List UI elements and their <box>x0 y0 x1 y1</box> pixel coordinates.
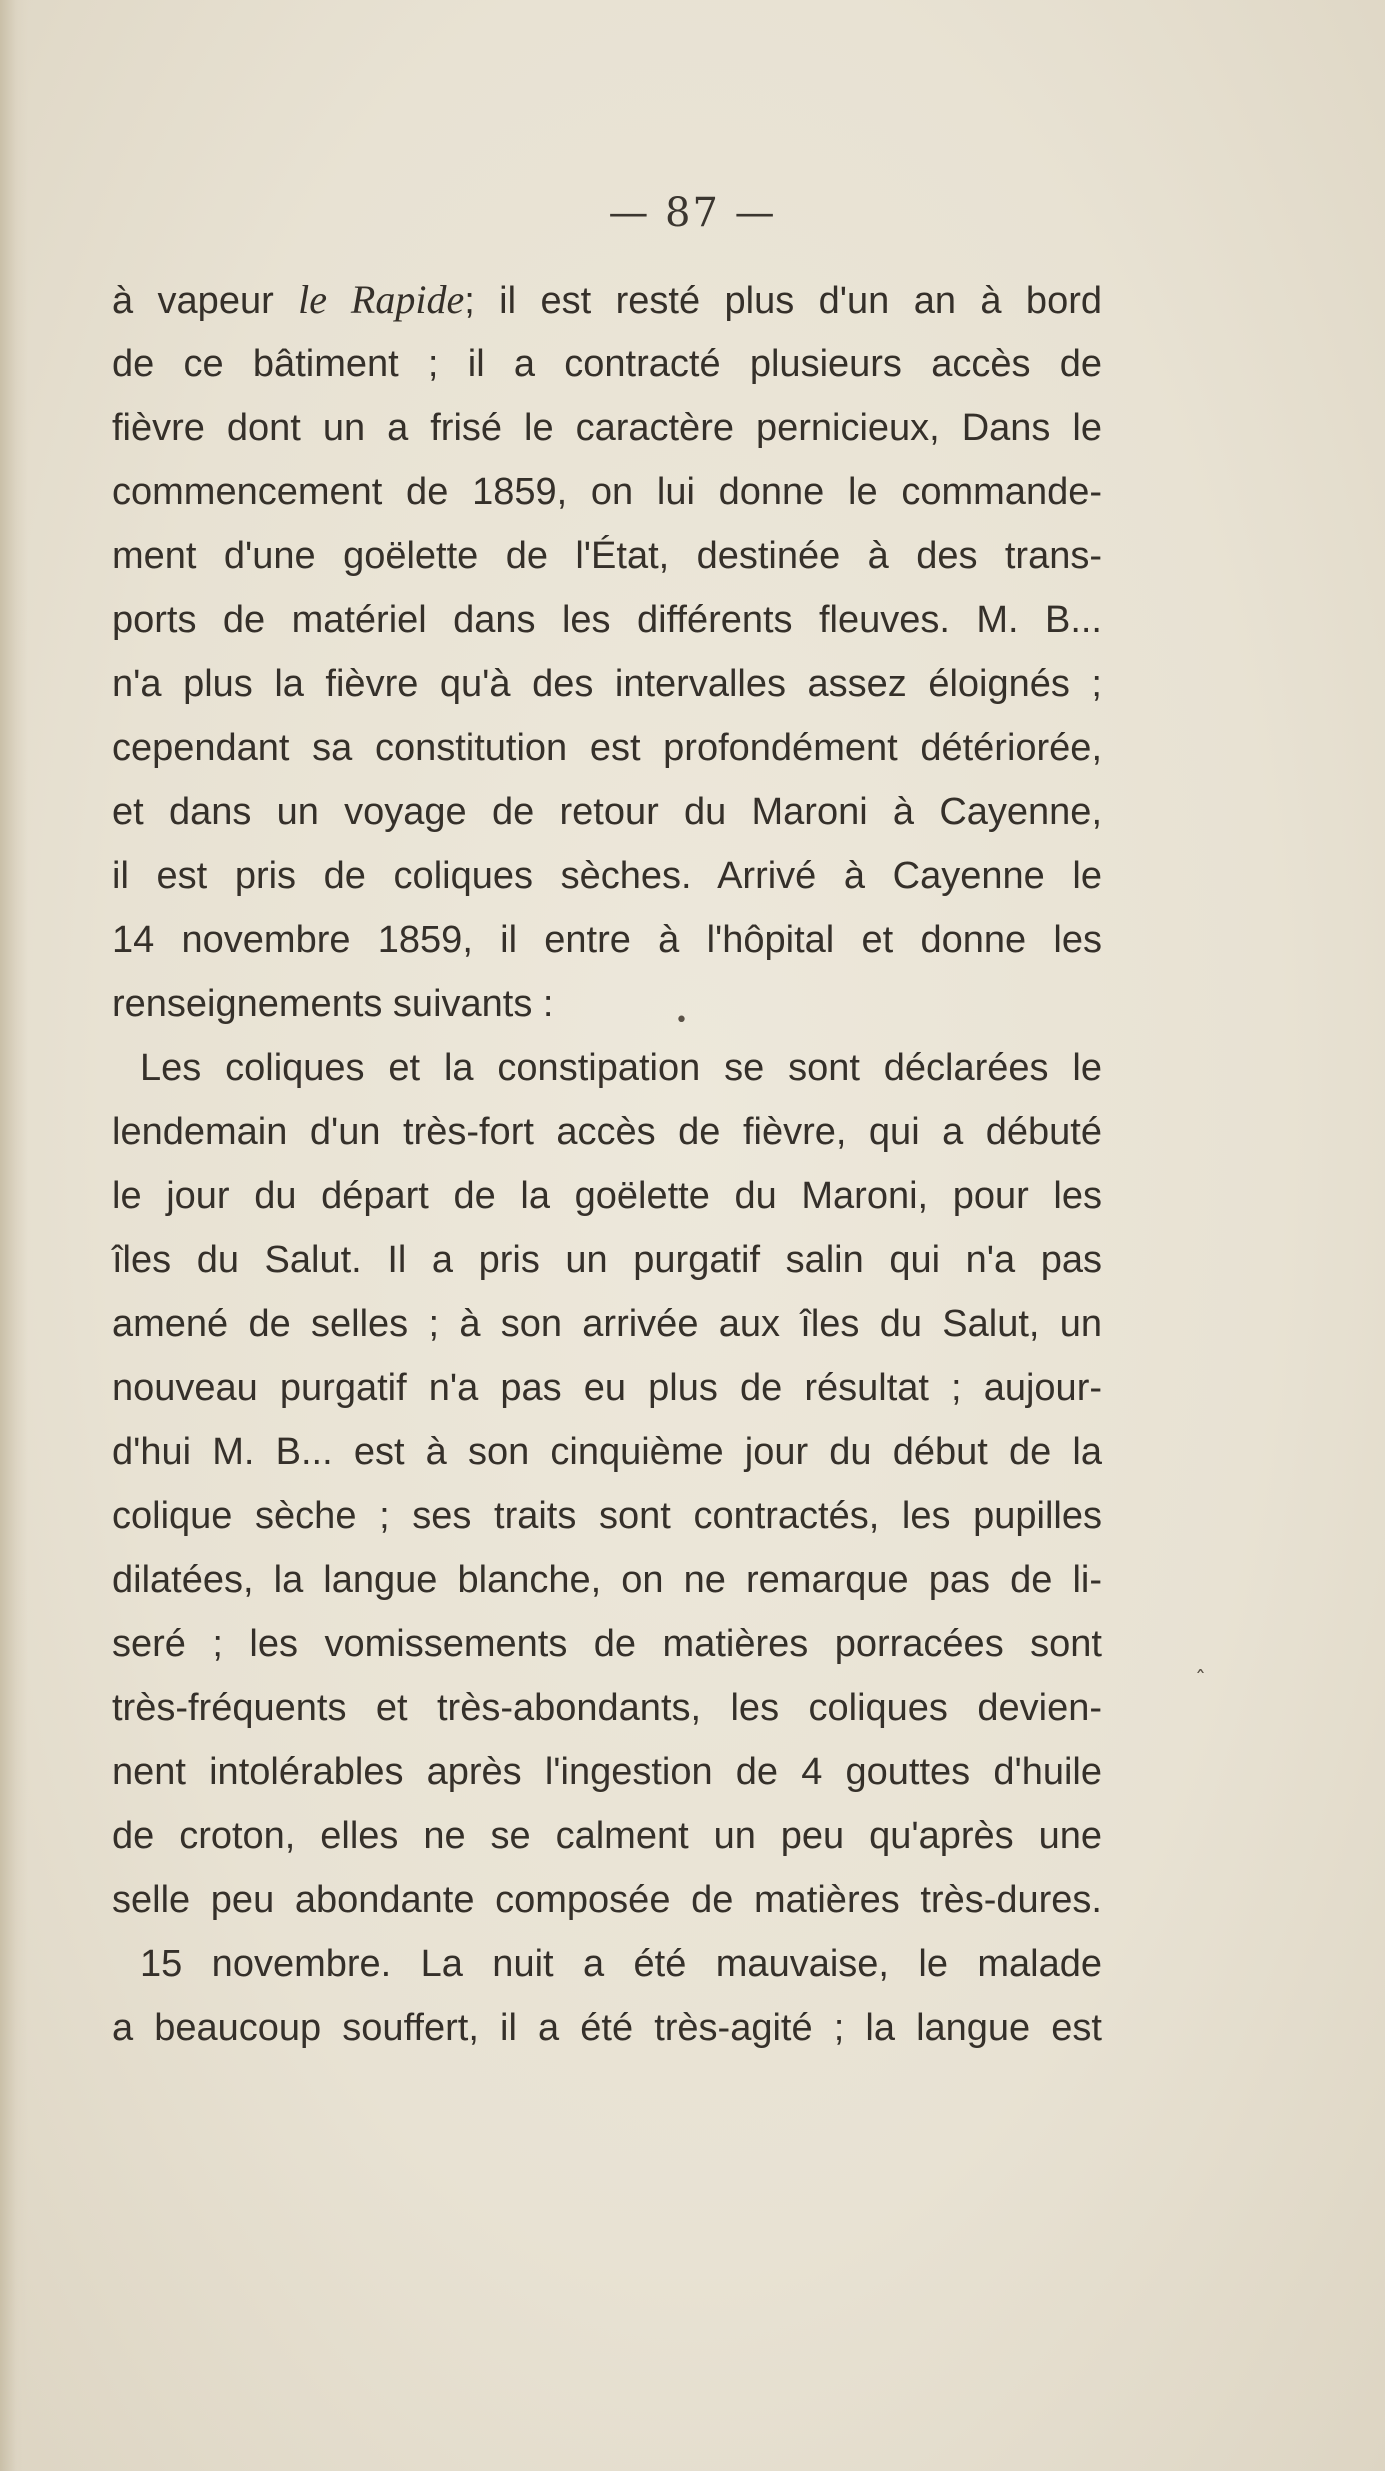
text-line-2: de ce bâtiment ; il a contracté plusieurs accès de <box>112 343 1102 385</box>
text-line-10: il est pris de coliques sèches. Arrivé à Cayenne le <box>112 855 1102 897</box>
text-line-26: selle peu abondante composée de matières très-dures. <box>112 1879 1102 1921</box>
text-line-4: commencement de 1859, on lui donne le commande- <box>112 471 1102 513</box>
text-line-23: très-fréquents et très-abondants, les coliques devien- <box>112 1687 1102 1729</box>
text-line-16: îles du Salut. Il a pris un purgatif salin qui n'a pas <box>112 1239 1102 1281</box>
text-line-9: et dans un voyage de retour du Maroni à Cayenne, <box>112 791 1102 833</box>
text-line-27: 15 novembre. La nuit a été mauvaise, le malade <box>140 1943 1102 1985</box>
text-line-21: dilatées, la langue blanche, on ne remarque pas de li- <box>112 1559 1102 1601</box>
body-text <box>112 268 1102 2060</box>
text-line-24: nent intolérables après l'ingestion de 4 gouttes d'huile <box>112 1751 1102 1793</box>
text-line-11: 14 novembre 1859, il entre à l'hôpital et donne les <box>112 919 1102 961</box>
text-line-17: amené de selles ; à son arrivée aux îles du Salut, un <box>112 1303 1102 1345</box>
text-line-7: n'a plus la fièvre qu'à des intervalles assez éloignés ; <box>112 663 1102 705</box>
text-line-25: de croton, elles ne se calment un peu qu'après une <box>112 1815 1102 1857</box>
text-line-15: le jour du départ de la goëlette du Maroni, pour les <box>112 1175 1102 1217</box>
text-line-8: cependant sa constitution est profondément détériorée, <box>112 727 1102 769</box>
stray-ink-dot: • <box>675 1008 688 1033</box>
text-line-13: Les coliques et la constipation se sont déclarées le <box>140 1047 1102 1089</box>
stray-ink-mark: ˆ <box>1195 1668 1206 1693</box>
text-line-1: à vapeur le Rapide; il est resté plus d'un an à bord <box>112 277 1102 322</box>
text-line-20: colique sèche ; ses traits sont contractés, les pupilles <box>112 1495 1102 1537</box>
text-line-28: a beaucoup souffert, il a été très-agité ; la langue est <box>112 2007 1102 2049</box>
text-line-12: renseignements suivants : <box>112 983 554 1025</box>
spine-shadow <box>0 0 28 2471</box>
text-line-19: d'hui M. B... est à son cinquième jour du début de la <box>112 1431 1102 1473</box>
text-line-22: seré ; les vomissements de matières porracées sont <box>112 1623 1102 1665</box>
text-line-5: ment d'une goëlette de l'État, destinée à des trans- <box>112 535 1102 577</box>
text-line-18: nouveau purgatif n'a pas eu plus de résultat ; aujour- <box>112 1367 1102 1409</box>
ship-name: le Rapide <box>298 277 465 322</box>
text-line-6: ports de matériel dans les différents fleuves. M. B... <box>112 599 1102 641</box>
page-number: — 87 — <box>608 190 777 236</box>
text-line-14: lendemain d'un très-fort accès de fièvre, qui a débuté <box>112 1111 1102 1153</box>
text-line-3: fièvre dont un a frisé le caractère pernicieux, Dans le <box>112 407 1102 449</box>
